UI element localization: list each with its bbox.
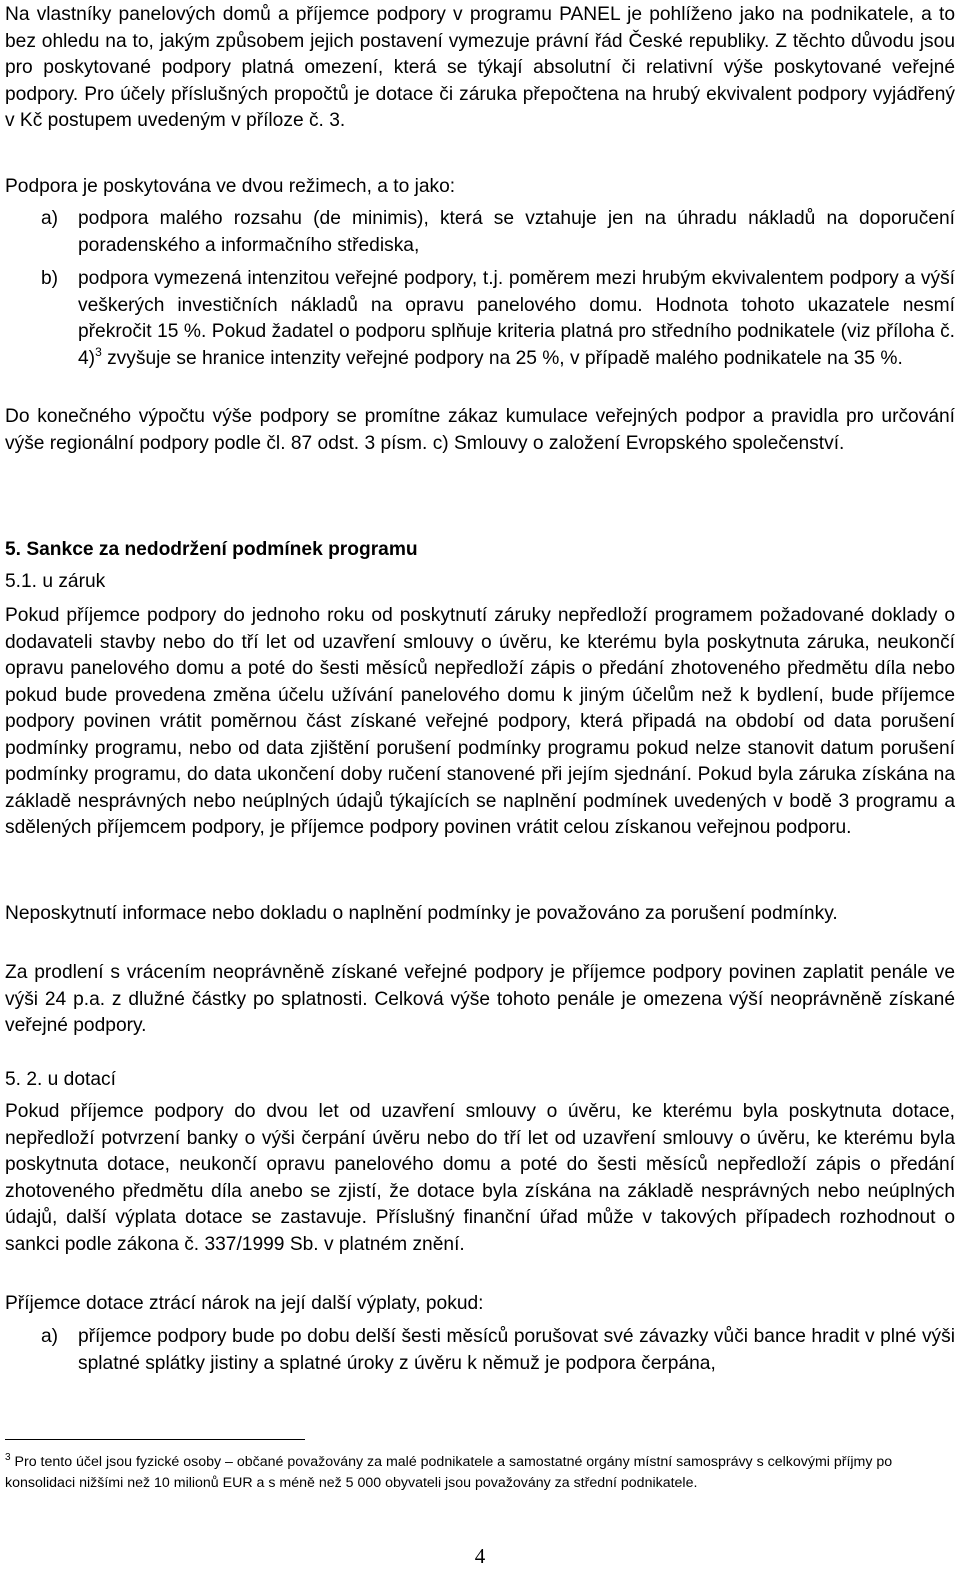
item-b-text-1: podpora vymezená intenzitou veřejné podpory, t.j. poměrem mezi hrubým ekvivalentem podpory a výší veškerých investičních nákladů na opravu panelového domu. Hodnota tohoto ukazatele nesmí překročit 15 %. Pokud žadatel o podporu splňuje kriteria platná pro středního podnikatele (viz příloha č. 4): [78, 268, 955, 369]
list-marker: a): [41, 1326, 59, 1347]
intro-paragraph-1: Na vlastníky panelových domů a příjemce podpory v programu PANEL je pohlíženo jako na podnikatele, a to bez ohledu na to, jakým způsobem jejich postavení vymezuje právní řád České republiky. Z těchto důvodu jsou pro poskytované podpory platná omezení, která se týkají absolutní či relativní výše poskytované veřejné podpory. Pro účely příslušných propočtů je dotace či záruka přepočtena na hrubý ekvivalent podpory vyjádřený v Kč postupem uvedeným v příloze č. 3.: [5, 4, 955, 131]
page-number: 4: [474, 1544, 486, 1568]
list-marker: b): [41, 268, 59, 289]
section-5-2-paragraph-1: Pokud příjemce podpory do dvou let od uzavření smlouvy o úvěru, ke kterému byla poskytnuta dotace, nepředloží potvrzení banky o výši čerpání úvěru nebo do tří let od uzavření smlouvy o úvěru, ke kterému byla poskytnuta dotace, neukončí opravu panelového domu a poté do šesti měsíců nepředloží zápis o předání zhotoveného předmětu díla anebo se zjistí, že dotace byla získána na základě nesprávných nebo neúplných údajů, další výplata dotace se zastavuje. Příslušný finanční úřad může v takových případech rozhodnout o sankci podle zákona č. 337/1999 Sb. v platném znění.: [5, 1101, 955, 1255]
section-5-2-list-item-a: [5, 1324, 955, 1377]
list-marker: a): [41, 208, 59, 229]
list-item-text: [78, 266, 955, 372]
intro-list-item-a: [5, 206, 955, 259]
section-heading: 5. Sankce za nedodržení podmínek programu: [5, 539, 418, 560]
section-5-2-paragraph-2: Příjemce dotace ztrácí nárok na její další výplaty, pokud:: [5, 1293, 484, 1314]
section-5-1-paragraph-3: Za prodlení s vrácením neoprávněně získané veřejné podpory je příjemce podpory povinen zaplatit penále ve výši 24 p.a. z dlužné částky po splatnosti. Celková výše tohoto penále je omezena výší neoprávněně získané veřejné podpory.: [5, 962, 955, 1036]
intro-paragraph-2: Podpora je poskytována ve dvou režimech, a to jako:: [5, 176, 456, 197]
subsection-heading-5-2: 5. 2. u dotací: [5, 1069, 116, 1090]
footnote: [5, 1452, 910, 1493]
intro-paragraph-3: Do konečného výpočtu výše podpory se promítne zákaz kumulace veřejných podpor a pravidla pro určování výše regionální podpory podle čl. 87 odst. 3 písm. c) Smlouvy o založení Evropského společenství.: [5, 406, 955, 454]
footnote-mark: 3: [5, 1452, 11, 1463]
section-5-1-paragraph-2: Neposkytnutí informace nebo dokladu o naplnění podmínky je považováno za porušení podmínky.: [5, 903, 838, 924]
subsection-heading-5-1: 5.1. u záruk: [5, 571, 106, 592]
intro-list-item-b: [5, 266, 955, 372]
list-item-text: příjemce podpory bude po dobu delší šesti měsíců porušovat své závazky vůči bance hradit v plné výši splatné splátky jistiny a splatné úroky z úvěru k němuž je podpora čerpána,: [78, 1326, 955, 1374]
footnote-separator: [5, 1439, 305, 1440]
item-b-text-2: zvyšuje se hranice intenzity veřejné podpory na 25 %, v případě malého podnikatele na 35 %.: [101, 347, 903, 369]
footnote-text: Pro tento účel jsou fyzické osoby – občané považovány za malé podnikatele a samostatné orgány místní samosprávy s celkovými příjmy po konsolidaci nižšími než 10 milionů EUR a s méně než 5 000 obyvateli jsou považovány za střední podnikatele.: [5, 1454, 893, 1491]
section-5-1-paragraph-1: Pokud příjemce podpory do jednoho roku od poskytnutí záruky nepředloží programem požadované doklady o dodavateli stavby nebo do tří let od uzavření smlouvy o úvěru, ke kterému byla poskytnuta záruka, neukončí opravu panelového domu a poté do šesti měsíců nepředloží zápis o předání zhotoveného předmětu díla nebo pokud bude provedena změna účelu užívání panelového domu k jiným účelům než k bydlení, bude příjemce podpory povinen vrátit poměrnou část získané veřejné podpory, která připadá na období od data porušení podmínky programu, nebo od data zjištění porušení podmínky programu pokud nelze stanovit datum porušení podmínky programu, do data ukončení doby ručení stanovené při jejím sjednání. Pokud byla záruka získána na základě nesprávných nebo neúplných údajů týkajících se naplnění podmínek uvedených v bodě 3 programu a sdělených příjemcem podpory, je příjemce podpory povinen vrátit celou získanou veřejnou podporu.: [5, 605, 955, 838]
footnote-ref-3[interactable]: 3: [95, 344, 102, 359]
list-item-text: podpora malého rozsahu (de minimis), která se vztahuje jen na úhradu nákladů na doporučení poradenského a informačního střediska,: [78, 208, 955, 256]
